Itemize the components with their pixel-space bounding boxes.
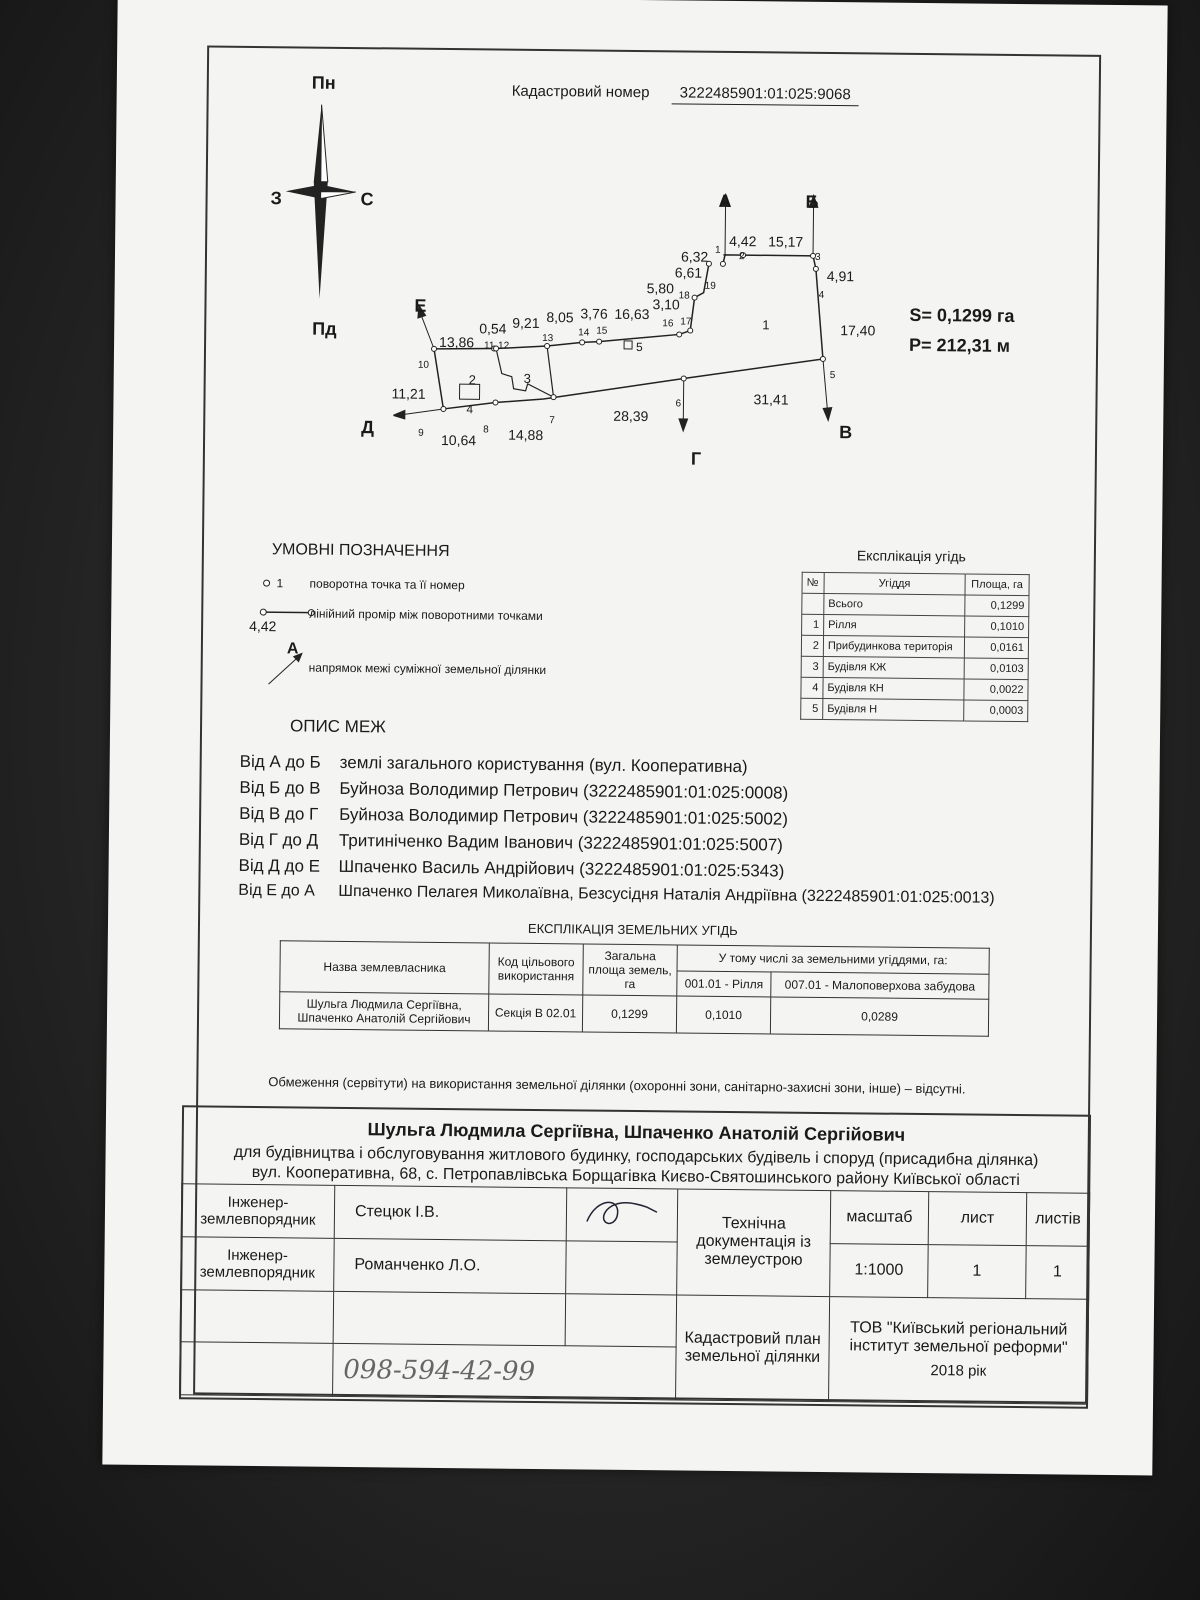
compass-north: Пн — [311, 72, 336, 93]
seg-label: 9,21 — [512, 314, 540, 331]
boundaries-title: ОПИС МЕЖ — [289, 716, 387, 737]
point-num: 18 — [678, 290, 690, 302]
c2-cell: 0,0289 — [770, 997, 988, 1036]
col-num: № — [802, 572, 824, 593]
parcel-num: 4 — [466, 402, 474, 417]
seg-label: 8,05 — [546, 309, 574, 326]
cadastral-label: Кадастровий номер — [511, 82, 650, 102]
document-sheet — [102, 0, 1167, 1475]
land-title: ЕКСПЛІКАЦІЯ ЗЕМЕЛЬНИХ УГІДЬ — [527, 920, 738, 939]
cell: Прибудинкова територія — [823, 635, 964, 657]
boundary-value: Буйноза Володимир Петрович (3222485901:01:025:0008) — [339, 778, 789, 803]
cell: 2 — [801, 635, 823, 656]
area-p: P= 212,31 м — [908, 334, 1011, 356]
parcel-num: 1 — [762, 317, 770, 333]
dir-a: А — [718, 190, 732, 211]
sheet-header: лист — [928, 1192, 1027, 1246]
parcel-num: 3 — [523, 370, 532, 386]
seg-label: 28,39 — [613, 407, 649, 425]
handwritten-phone: 098-594-42-99 — [333, 1344, 677, 1400]
dir-g: Г — [690, 448, 702, 469]
compass-east: С — [360, 189, 374, 210]
legend-point: поворотна точка та її номер — [309, 576, 465, 593]
boundary-key: Від Б до В — [239, 777, 321, 798]
cell: 1 — [802, 614, 824, 635]
seg-label: 31,41 — [753, 391, 789, 408]
h-c1: 001.01 - Рілля — [677, 970, 771, 996]
plan-type: Кадастровий план земельної ділянки — [676, 1294, 830, 1401]
parcel-plan — [393, 177, 916, 472]
boundary-key: Від Е до А — [238, 881, 315, 900]
empty-cell — [565, 1293, 677, 1347]
h-incl: У тому числі за земельними угіддями, га: — [677, 945, 989, 974]
total-cell: 0,1299 — [582, 995, 676, 1033]
name-2: Романченко Л.О. — [334, 1238, 567, 1293]
scale-value: 1:1000 — [830, 1243, 929, 1297]
cell: 5 — [801, 698, 823, 719]
boundary-value: Тритиніченко Вадим Іванович (3222485901:01:025:5007) — [338, 830, 784, 855]
dir-v: В — [839, 422, 853, 443]
h-total: Загальна площа земель, га — [583, 944, 678, 996]
cell: Рілля — [823, 614, 964, 636]
cell: 0,1299 — [965, 595, 1029, 617]
sheet-value: 1 — [928, 1244, 1027, 1298]
point-num: 16 — [662, 318, 674, 330]
legend-line: лінійний промір між поворотними точками — [309, 606, 543, 624]
boundary-value: Шпаченко Василь Андрійович (3222485901:01:025:5343) — [338, 856, 785, 881]
seg-label: 3,10 — [652, 296, 680, 313]
point-num: 8 — [483, 424, 489, 436]
boundary-value: Буйноза Володимир Петрович (3222485901:01:025:5002) — [339, 804, 789, 829]
empty-cell — [180, 1289, 334, 1343]
point-num: 5 — [829, 370, 836, 382]
h-code: Код цільового використання — [489, 943, 584, 995]
org-cell — [829, 1296, 1089, 1404]
point-num: 12 — [498, 340, 510, 352]
parcel-num: 5 — [635, 339, 643, 355]
cell: Будівля КН — [823, 677, 964, 699]
seg-label: 10,64 — [440, 431, 477, 449]
point-num: 7 — [549, 415, 555, 427]
title-purpose: для будівництва і обслуговування житлового будинку, господарських будівель і споруд (присадибна ділянка) — [233, 1143, 1039, 1170]
code-cell: Секція В 02.01 — [488, 994, 582, 1032]
org-year: 2018 рік — [930, 1362, 987, 1380]
dir-e: Е — [414, 295, 427, 316]
cell: 4 — [801, 677, 823, 698]
point-num: 1 — [715, 244, 721, 256]
explication-title: Експлікація угідь — [856, 547, 966, 565]
name-1: Стецюк І.В. — [334, 1185, 567, 1240]
point-num: 19 — [704, 280, 716, 292]
seg-label: 16,63 — [614, 305, 650, 323]
legend-point-num: 1 — [276, 576, 284, 591]
point-num: 6 — [675, 398, 682, 410]
seg-label: 6,61 — [674, 264, 703, 281]
point-num: 10 — [417, 359, 430, 371]
land-table — [279, 940, 990, 1036]
sheets-value: 1 — [1026, 1245, 1090, 1298]
point-num: 2 — [738, 251, 745, 263]
h-owner: Назва землевласника — [280, 941, 490, 994]
role-1: Інженер-землевпорядник — [181, 1184, 335, 1238]
point-num: 13 — [542, 333, 554, 345]
seg-label: 4,91 — [826, 267, 855, 285]
seg-label: 4,42 — [729, 232, 757, 250]
legend-title: УМОВНІ ПОЗНАЧЕННЯ — [271, 541, 450, 561]
boundary-key: Від В до Г — [239, 803, 319, 824]
seg-label: 11,21 — [391, 385, 426, 402]
seg-label: 3,76 — [580, 305, 608, 322]
area-s: S= 0,1299 га — [909, 304, 1015, 326]
boundary-value: Шпаченко Пелагея Миколаївна, Безсусідня Наталія Андріївна (3222485901:01:025:0013) — [338, 882, 995, 907]
explication-table — [800, 572, 1030, 722]
c1-cell: 0,1010 — [676, 996, 770, 1034]
col-area: Площа, га — [965, 574, 1029, 596]
seg-label: 6,32 — [680, 248, 709, 265]
stamp-table — [179, 1183, 1090, 1405]
point-num: 17 — [680, 316, 692, 328]
seg-label: 14,88 — [508, 426, 544, 444]
legend-line-val: 4,42 — [249, 617, 277, 635]
seg-label: 13,86 — [439, 333, 475, 351]
point-num: 9 — [418, 427, 424, 439]
cell: 0,0022 — [964, 679, 1028, 701]
cell — [802, 593, 824, 614]
cell: Будівля Н — [823, 698, 964, 720]
scale-header: масштаб — [830, 1191, 929, 1245]
cell: 3 — [801, 656, 823, 677]
seg-label: 0,54 — [479, 320, 507, 337]
point-num: 4 — [818, 289, 825, 301]
cell: Всього — [824, 593, 965, 615]
signature-icon — [566, 1188, 678, 1242]
cell: 0,0003 — [964, 700, 1028, 722]
empty-cell — [566, 1241, 678, 1295]
boundary-value: землі загального користування (вул. Кооперативна) — [339, 752, 748, 777]
legend-arrow: напрямок межі суміжної земельної ділянки — [308, 660, 547, 678]
doc-type: Технічна документація із землеустрою — [677, 1189, 831, 1296]
seg-label: 5,80 — [646, 280, 675, 297]
cell: 0,1010 — [965, 616, 1029, 638]
sheets-header: листів — [1026, 1193, 1090, 1246]
cell: 0,0103 — [964, 658, 1028, 680]
point-num: 15 — [596, 325, 608, 337]
cell: Будівля КЖ — [823, 656, 964, 678]
empty-cell — [333, 1291, 566, 1346]
title-owners: Шульга Людмила Сергіївна, Шпаченко Анатолій Сергійович — [367, 1119, 906, 1145]
col-land: Угіддя — [824, 572, 965, 594]
point-num: 11 — [484, 340, 495, 352]
boundary-key: Від А до Б — [239, 751, 321, 772]
legend-arrow-letter: А — [286, 640, 299, 658]
seg-label: 15,17 — [768, 233, 804, 250]
boundary-key: Від Г до Д — [238, 829, 319, 850]
owner-cell: Шульга Людмила Сергіївна, Шпаченко Анатолій Сергійович — [279, 992, 488, 1031]
compass-west: З — [270, 188, 282, 209]
restrictions: Обмеження (сервітути) на використання земельної ділянки (охоронні зони, санітарно-захисні зони, інше) – відсутні. — [268, 1074, 966, 1097]
title-address: вул. Кооперативна, 68, с. Петропавлівська Борщагівка Києво-Святошинського району Київської області — [251, 1164, 1020, 1190]
point-num: 3 — [814, 251, 821, 263]
parcel-num: 2 — [468, 372, 477, 388]
cell: 0,0161 — [964, 637, 1028, 659]
h-c2: 007.01 - Малоповерхова забудова — [771, 971, 989, 999]
org-name: ТОВ "Київський регіональний інститут земельної реформи" — [849, 1319, 1068, 1357]
dir-d: Д — [361, 417, 375, 438]
boundary-key: Від Д до Е — [238, 855, 321, 876]
compass-south: Пд — [312, 318, 337, 339]
role-2: Інженер-землевпорядник — [181, 1237, 335, 1291]
seg-label: 17,40 — [840, 322, 876, 339]
dir-b: Б — [805, 191, 819, 212]
empty-cell — [180, 1342, 334, 1396]
point-num: 14 — [578, 327, 590, 339]
cadastral-number: 3222485901:01:025:9068 — [672, 84, 859, 106]
